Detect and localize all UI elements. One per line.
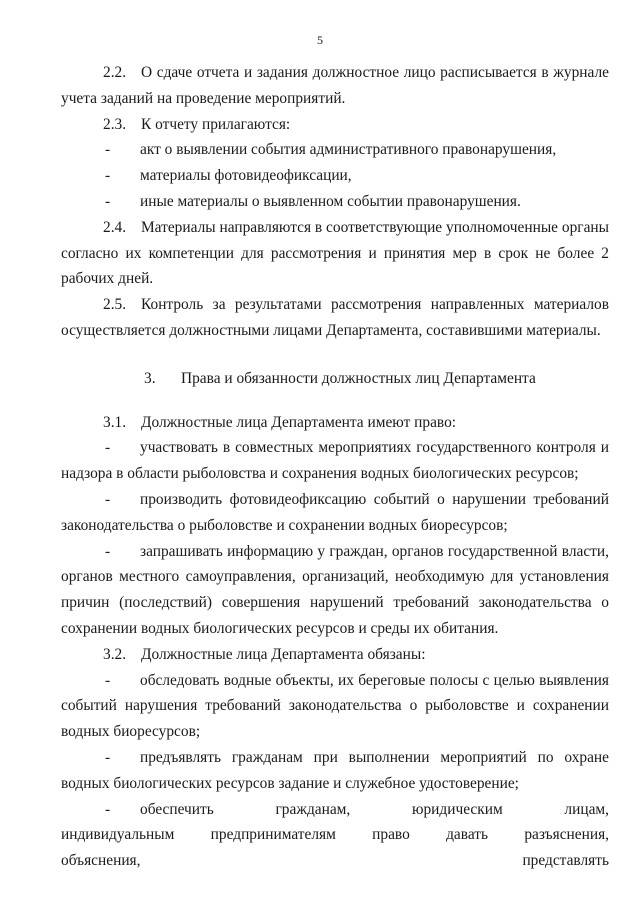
page-number: 5 <box>317 33 323 47</box>
clause-number: 3.2. <box>103 645 127 663</box>
list-item-text: обеспечить гражданам, юридическим лицам, индивидуальным предпринимателям право давать разъяснения, объяснения, представлять <box>61 800 609 870</box>
list-item-text: запрашивать информацию у граждан, органов государственной власти, органов местного самоуправления, организаций, необходимую для установления причин (последствий) совершения нарушений требований законодательства о сохранении водных биологических ресурсов и среды их обитания. <box>61 542 609 637</box>
list-dash: - <box>105 748 111 766</box>
clause-number: 3.1. <box>103 413 127 431</box>
clause-number: 2.2. <box>103 64 127 81</box>
list-item <box>61 137 609 163</box>
clause-number: 2.4. <box>103 218 127 236</box>
list-item <box>61 745 609 797</box>
list-item-text: обследовать водные объекты, их береговые полосы с целью выявления событий нарушения требований законодательства о рыболовстве и сохранении водных биоресурсов; <box>61 671 609 741</box>
section-heading <box>61 366 609 392</box>
list-dash: - <box>105 192 111 210</box>
list-item-text: участвовать в совместных мероприятиях государственного контроля и надзора в области рыболовства и сохранения водных биологических ресурсов; <box>61 439 609 483</box>
list-dash: - <box>105 671 111 689</box>
clause-2-4 <box>61 215 609 292</box>
list-item <box>61 797 609 874</box>
clause-text: Материалы направляются в соответствующие уполномоченные органы согласно их компетенции для рассмотрения и принятия мер в срок не более 2 рабочих дней. <box>61 218 609 288</box>
list-item-text: производить фотовидеофиксацию событий о нарушении требований законодательства о рыболовстве и сохранении водных биоресурсов; <box>61 490 609 534</box>
clause-text: Должностные лица Департамента имеют право: <box>141 413 457 431</box>
list-item-text: предъявлять гражданам при выполнении мероприятий по охране водных биологических ресурсов задание и служебное удостоверение; <box>61 748 609 792</box>
clause-number: 2.3. <box>103 115 127 133</box>
list-item-text: иные материалы о выявленном событии правонарушения. <box>140 192 521 210</box>
list-item <box>61 539 609 642</box>
clause-text: Контроль за результатами рассмотрения направленных материалов осуществляется должностными лицами Департамента, составившими материалы. <box>61 296 609 339</box>
list-item-text: акт о выявлении события административного правонарушения, <box>140 141 557 159</box>
heading-text: Права и обязанности должностных лиц Департамента <box>181 369 536 387</box>
clause-2-5 <box>61 292 609 344</box>
list-dash: - <box>105 167 111 185</box>
clause-text: К отчету прилагаются: <box>141 115 291 133</box>
list-item <box>61 189 609 215</box>
heading-number: 3. <box>144 369 156 387</box>
clause-text: О сдаче отчета и задания должностное лицо расписывается в журнале учета заданий на проведение мероприятий. <box>61 64 609 107</box>
list-dash: - <box>105 490 111 508</box>
list-item <box>61 487 609 539</box>
document-body <box>61 60 609 874</box>
list-dash: - <box>105 439 111 457</box>
list-item <box>61 668 609 745</box>
list-item <box>61 163 609 189</box>
list-item-text: материалы фотовидеофиксации, <box>140 167 352 185</box>
list-item <box>61 435 609 487</box>
clause-text: Должностные лица Департамента обязаны: <box>141 645 426 663</box>
list-dash: - <box>105 141 111 159</box>
clause-2-3 <box>61 112 609 138</box>
list-dash: - <box>105 800 111 818</box>
list-dash: - <box>105 542 111 560</box>
clause-number: 2.5. <box>103 296 127 314</box>
clause-3-2 <box>61 642 609 668</box>
clause-2-2 <box>61 60 609 112</box>
clause-3-1 <box>61 410 609 436</box>
